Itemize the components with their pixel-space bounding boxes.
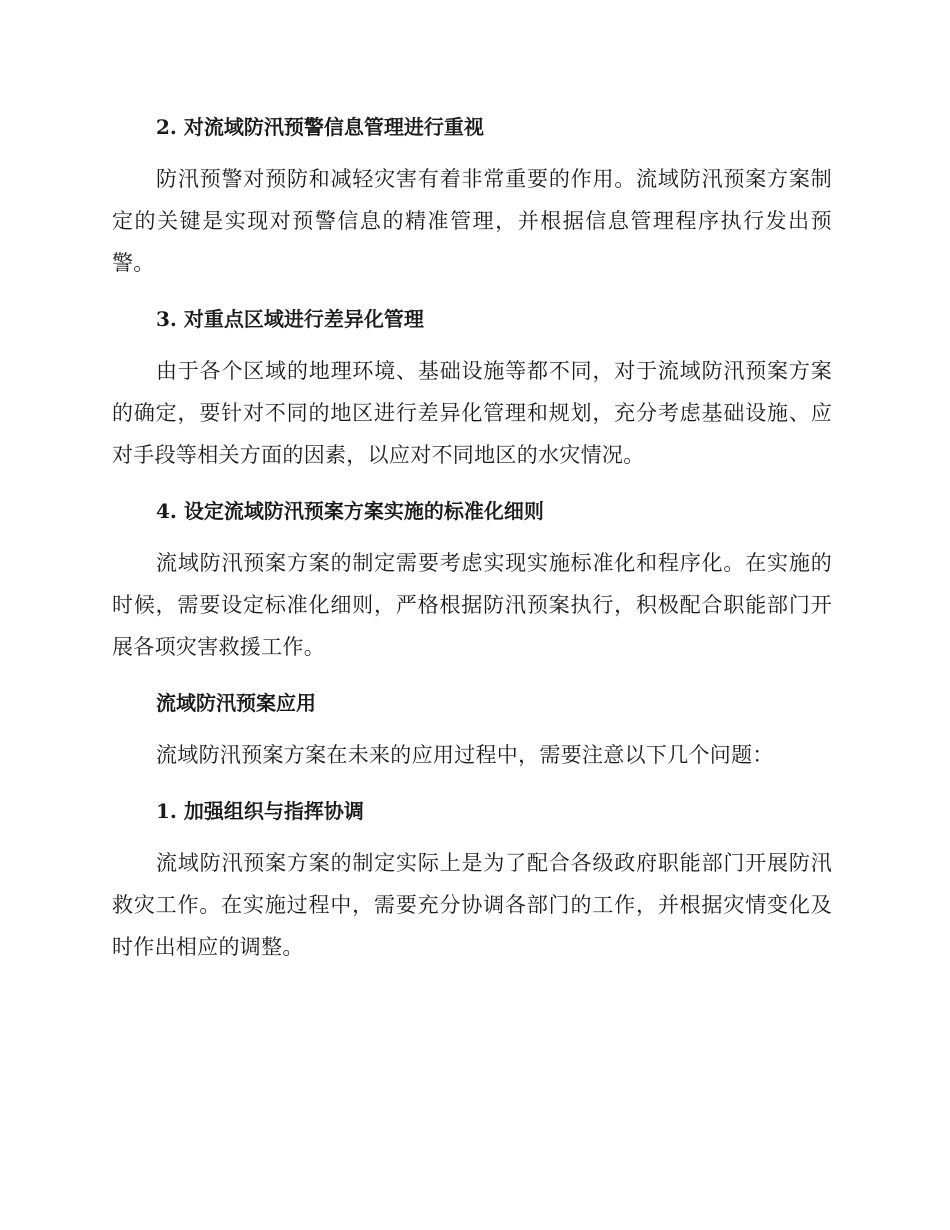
section-heading-coordination: 1. 加强组织与指挥协调 — [156, 799, 364, 823]
section-paragraph-standardization: 流域防汛预案方案的制定需要考虑实现实施标准化和程序化。在实施的时候，需要设定标准化细则，严格根据防汛预案执行，积极配合职能部门开展各项灾害救援工作。 — [112, 551, 832, 659]
section-paragraph-coordination: 流域防汛预案方案的制定实际上是为了配合各级政府职能部门开展防汛救灾工作。在实施过程中，需要充分协调各部门的工作，并根据灾情变化及时作出相应的调整。 — [112, 851, 832, 959]
document-body — [112, 108, 832, 968]
section-heading-application: 流域防汛预案应用 — [156, 691, 316, 715]
section-paragraph-key-areas: 由于各个区域的地理环境、基础设施等都不同，对于流域防汛预案方案的确定，要针对不同的地区进行差异化管理和规划，充分考虑基础设施、应对手段等相关方面的因素，以应对不同地区的水灾情况。 — [112, 359, 832, 467]
section-paragraph-warning-info: 防汛预警对预防和减轻灾害有着非常重要的作用。流域防汛预案方案制定的关键是实现对预警信息的精准管理，并根据信息管理程序执行发出预警。 — [112, 167, 832, 275]
section-paragraph-application: 流域防汛预案方案在未来的应用过程中，需要注意以下几个问题： — [156, 743, 774, 767]
section-heading-key-areas: 3. 对重点区域进行差异化管理 — [156, 307, 424, 331]
section-heading-standardization: 4. 设定流域防汛预案方案实施的标准化细则 — [156, 499, 544, 523]
section-heading-warning-info: 2. 对流域防汛预警信息管理进行重视 — [156, 115, 484, 139]
